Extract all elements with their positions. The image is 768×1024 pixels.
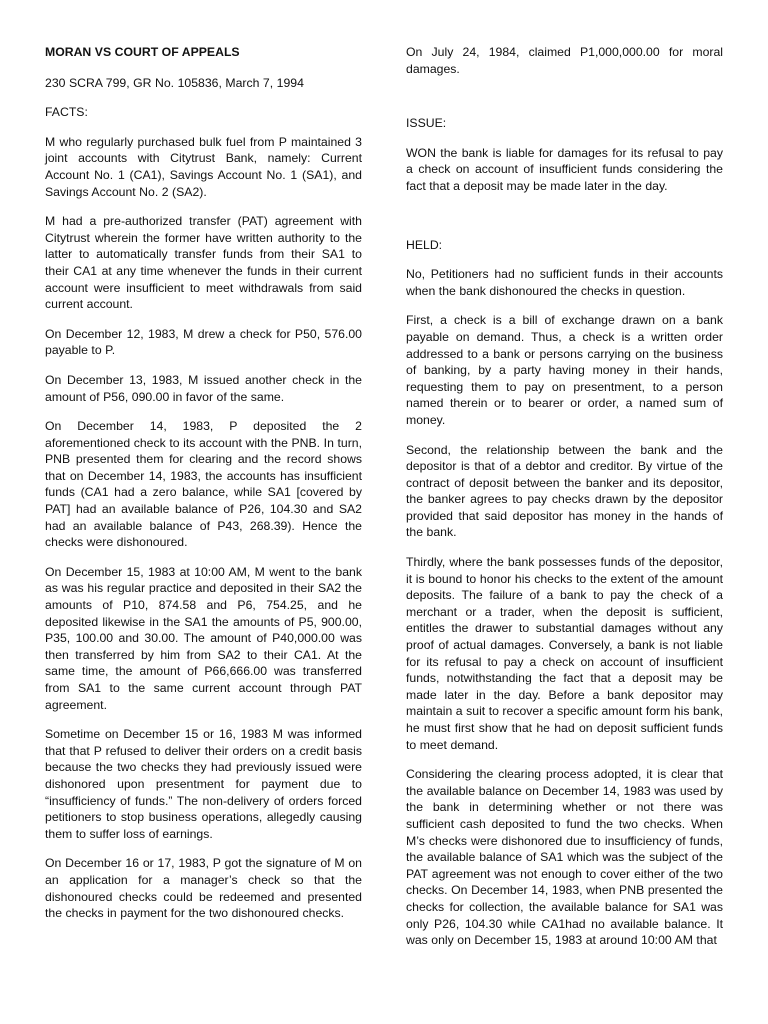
facts-paragraph: On December 14, 1983, P deposited the 2 aforementioned check to its account with the PNB. In turn, PNB presented them for clearing and the record shows that on December 14, 1983, the accounts has insufficient funds (CA1 had a zero balance, while SA1 [covered by PAT] had an available balance of P26, 104.30 and SA2 had an available balance of P43, 268.39). Hence the checks were dishonoured. (45, 419, 362, 550)
facts-paragraph: On December 16 or 17, 1983, P got the signature of M on an application for a manager’s check so that the dishonoured checks could be redeemed and presented the checks in payment for the two dishonoured checks. (45, 856, 362, 921)
held-paragraph: First, a check is a bill of exchange drawn on a bank payable on demand. Thus, a check is a written order addressed to a bank or persons carrying on the business of banking, by a party having money in their hands, requesting them to pay on presentment, to a person named therein or to bearer or order, a named sum of money. (406, 313, 723, 427)
right-column (406, 44, 723, 962)
held-heading: HELD: (406, 237, 443, 252)
facts-paragraph: Sometime on December 15 or 16, 1983 M was informed that that P refused to deliver their orders on a credit basis because the two checks they had previously issued were dishonored upon presentment for payment due to “insufficiency of funds.” The non-delivery of orders forced petitioners to stop business operations, allegedly causing them to suffer loss of earnings. (45, 727, 362, 841)
facts-paragraph: On December 13, 1983, M issued another check in the amount of P56, 090.00 in favor of the same. (45, 372, 362, 404)
issue-heading: ISSUE: (406, 116, 447, 131)
held-paragraph: No, Petitioners had no sufficient funds in their accounts when the bank dishonoured the checks in question. (406, 267, 723, 298)
case-citation: 230 SCRA 799, GR No. 105836, March 7, 1994 (45, 75, 304, 90)
held-paragraph: Thirdly, where the bank possesses funds of the depositor, it is bound to honor his checks to the extent of the amount deposits. The failure of a bank to pay the check of a merchant or a trader, when the deposit is sufficient, entitles the drawer to substantial damages without any proof of actual damages. Conversely, a bank is not liable for its refusal to pay a check on account of insufficient funds, notwithstanding the fact that a deposit may be made later in the day. Before a bank depositor may maintain a suit to recover a specific amount form his bank, he must first show that he had on deposit sufficient funds to meet demand. (406, 555, 723, 752)
held-paragraph: Considering the clearing process adopted, it is clear that the available balance on December 14, 1983 was used by the bank in determining whether or not there was sufficient cash deposited to fund the two checks. When M’s checks were dishonored due to insufficiency of funds, the available balance of SA1 which was the subject of the PAT agreement was not enough to cover either of the two checks. On December 14, 1983, when PNB presented the checks for collection, the available balance for SA1 was only P26, 104.30 while CA1had no available balance. It was only on December 15, 1983 at around 10:00 AM that (406, 767, 723, 948)
facts-heading: FACTS: (45, 105, 88, 120)
facts-paragraph: On December 12, 1983, M drew a check for P50, 576.00 payable to P. (45, 326, 362, 358)
facts-paragraph: On July 24, 1984, claimed P1,000,000.00 for moral damages. (406, 45, 723, 76)
case-title: MORAN VS COURT OF APPEALS (45, 45, 240, 59)
facts-paragraph: On December 15, 1983 at 10:00 AM, M went to the bank as was his regular practice and deposited in their SA2 the amounts of P10, 874.58 and P6, 754.25, and he deposited likewise in the SA1 the amounts of P5, 900.00, P35, 100.00 and 30.00. The amount of P40,000.00 was then transferred by him from SA2 to their CA1. At the same time, the amount of P66,666.00 was transferred from SA1 to the same current account through PAT agreement. (45, 564, 362, 712)
issue-text: WON the bank is liable for damages for its refusal to pay a check on account of insufficient funds considering the fact that a deposit may be made later in the day. (406, 145, 723, 193)
facts-paragraph: M who regularly purchased bulk fuel from P maintained 3 joint accounts with Citytrust Bank, namely: Current Account No. 1 (CA1), Savings Account No. 1 (SA1), and Savings Account No. 2 (SA2). (45, 134, 362, 199)
facts-paragraph: M had a pre-authorized transfer (PAT) agreement with Citytrust wherein the former have written authority to the latter to automatically transfer funds from their SA1 to their CA1 at any time whenever the funds in their current account were insufficient to meet withdrawals from said current account. (45, 214, 362, 312)
held-paragraph: Second, the relationship between the bank and the depositor is that of a debtor and creditor. By virtue of the contract of deposit between the banker and its depositor, the banker agrees to pay checks drawn by the depositor provided that said depositor has money in the hands of the bank. (406, 442, 723, 540)
left-column (45, 44, 362, 935)
